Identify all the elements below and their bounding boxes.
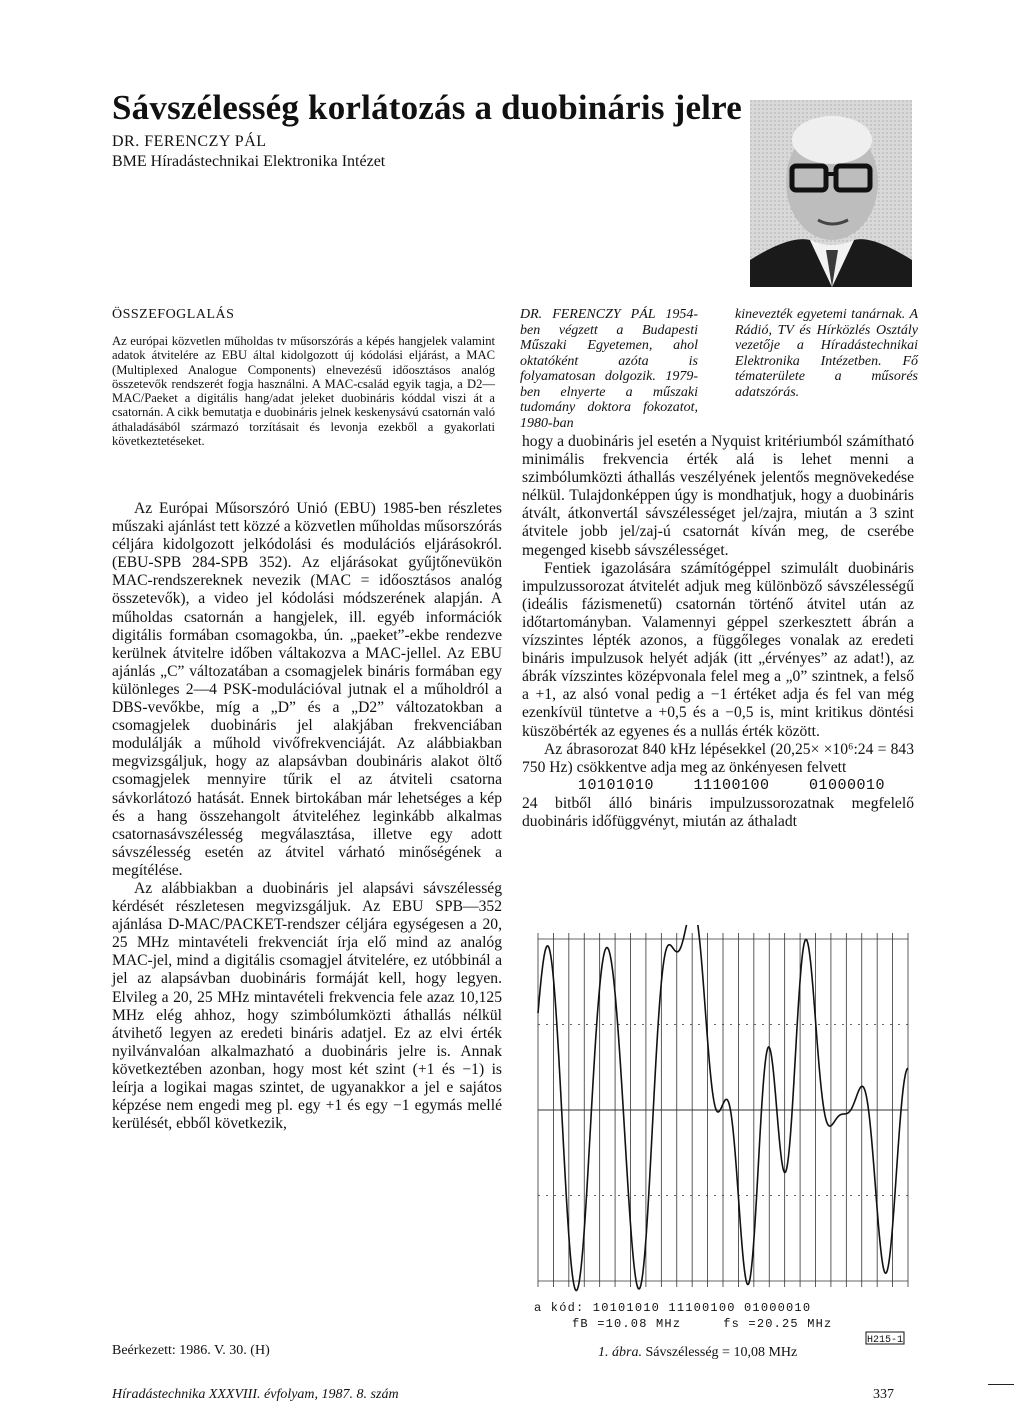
body-column-left <box>112 500 502 1133</box>
page-number: 337 <box>873 1387 894 1402</box>
journal-footer: Híradástechnika XXXVIII. évfolyam, 1987. 8. szám <box>112 1387 399 1402</box>
waveform-figure <box>520 925 920 1345</box>
margin-mark <box>988 1384 1014 1385</box>
abstract-heading: ÖSSZEFOGLALÁS <box>112 307 235 322</box>
figure-label-freq: fB =10.08 MHz fs =20.25 MHz <box>572 1317 833 1331</box>
body-paragraph: 24 bitből álló bináris impulzussorozatnak megfelelő duobináris időfüggvényt, miután az áthaladt <box>522 794 914 830</box>
author-bio-col1: DR. FERENCZY PÁL 1954-ben végzett a Budapesti Műszaki Egyetemen, ahol oktatóként azóta is folyamatosan dolgozik. 1979-ben elnyerte a műszaki tudomány doktora fokozatot, 1980-ban <box>520 307 698 431</box>
figure-label-code: a kód: 10101010 11100100 01000010 <box>534 1301 812 1315</box>
article-title: Sávszélesség korlátozás a duobináris jelre <box>112 88 742 127</box>
body-paragraph: Az Európai Műsorszóró Unió (EBU) 1985-ben részletes műszaki ajánlást tett közzé a közvetlen műholdas műsorszórás céljára kidolgozott jelkódolási és modulációs eljárásokról. (EBU-SPB 284-SPB 352). Az eljárásokat gyűjtőnevükön MAC-rendszereknek nevezik (MAC = időosztásos analóg összetevők), a video jel kódolási módszerének alapján. A műholdas csatornán a hangjelek, ill. egyéb információk digitális formában csomagokba, ún. „paeket”-ekbe rendezve kerülnek átvitelre időben váltakozva a MAC-jellel. Az EBU ajánlás „C” változatában a csomagjelek bináris formában egy különleges 2—4 PSK-modulációval jutnak el a műholdról a DBS-vevőkbe, míg a „D” és a „D2” változatokban a csomagjelek duobináris jel alakjában frekvenciában modulálják a műhold vivőfrekvenciáját. Az alábbiakban megvizsgáljuk, hogy az alapsávban doubináris alakot öltő csomagjelek mennyire tűrik el az átviteli csatorna sávkorlátozó hatását. Ennek birtokában már lehetséges a kép és a hang összehangolt átviteléhez leginkább alkalmas csatornasávszélesség megválasztása, illetve egy adott sávszélesség esetén az átvitel várható minőségének a megítélése. <box>112 500 502 879</box>
body-paragraph: Az alábbiakban a duobináris jel alapsávi sávszélesség kérdését részletesen megvizsgáljuk. Az EBU SPB—352 ajánlása D-MAC/PACKET-rendszer céljára egységesen a 20, 25 MHz mintavételi frekvenciát írja elő mind az analóg MAC-jel, mind a digitális csomagjel átvitelére, ez utóbbinál a jel az alapsávban duobináris formáját kell, hogy legyen. Elvileg a 20, 25 MHz mintavételi frekvencia fele azaz 10,125 MHz elég ahhoz, hogy szimbólumközti áthallás nélkül átvihető legyen az eredeti bináris adatjel. Ez az elvi érték nyilvánvalóan alkalmazható a duobináris jelre is. Annak következtében azonban, hogy most két szint (+1 és −1) is leírja a logikai magas szintet, de ugyanakkor a jel e sajátos képzése nem engedi meg pl. egy +1 és egy −1 egymás mellé kerülését, ebből következik, <box>112 879 502 1133</box>
received-date: Beérkezett: 1986. V. 30. (H) <box>112 1343 270 1358</box>
figure-number: 1. ábra. <box>598 1345 642 1360</box>
author-portrait-image <box>750 100 912 287</box>
body-paragraph: Fentiek igazolására számítógéppel szimulált duobináris impulzussorozat átvitelét adjuk meg különböző sávszélességű (ideális fázismenetű) csatornán történő átvitel után az időtartományban. Valamennyi géppel szerkesztett ábrán a vízszintes lépték azonos, a függőleges vonalak az eredeti bináris impulzusok helyét adják (itt „érvényes” az adat!), az ábrák vízszintes középvonala felel meg a „0” szintnek, a felső a +1, az alsó vonal pedig a −1 értéket adja és fel van még ezenkívül tüntetve a +0,5 és a −0,5 is, mint kritikus döntési küszöbérték az egyenes és a nullás érték között. <box>522 559 914 740</box>
figure-tag: H215-1 <box>866 1335 904 1345</box>
author-bio-col2: kinevezték egyetemi tanárnak. A Rádió, TV és Hírközlés Osztály vezetője a Híradástechnikai Elektronika Intézetben. Fő tématerülete a műsorés adatszórás. <box>735 307 918 400</box>
author-name: DR. FERENCZY PÁL <box>112 133 267 150</box>
figure-caption-text: Sávszélesség = 10,08 MHz <box>645 1345 798 1360</box>
body-paragraph: hogy a duobináris jel esetén a Nyquist kritériumból számítható minimális frekvencia érték alá is lehet menni a szimbólumközti áthallás veszélyének jelentős megnövekedése nélkül. Tulajdonképpen úgy is mondhatjuk, hogy a duobináris átvált, átkonvertál sávszélességet jel/zajra, miután a 3 szint átvitele jobb jel/zaj-ú csatornát kíván meg, de cserébe megenged kisebb sávszélességet. <box>522 433 914 559</box>
figure-grid <box>538 933 908 1287</box>
figure-caption <box>598 1345 797 1361</box>
body-column-right <box>522 433 914 831</box>
body-paragraph: Az ábrasorozat 840 kHz lépésekkel (20,25× ×10⁶:24 = 843 750 Hz) csökkentve adja meg az önkényesen felvett <box>522 740 914 776</box>
author-affiliation: BME Híradástechnikai Elektronika Intézet <box>112 153 386 170</box>
abstract-text: Az európai közvetlen műholdas tv műsorszórás a képés hangjelek valamint adatok átvitelére az EBU által kidolgozott új kódolási eljárást, a MAC (Multiplexed Analogue Components) elnevezésű időosztásos analóg összetevők rendszerét fogja használni. A MAC-család egyik tagja, a D2—MAC/Paeket a digitális hang/adat jeleket duobináris kóddal viszi át a csatornán. A cikk bemutatja e duobináris jelnek keskenysávú csatornán való áthaladásából származó torzításait és levonja ezekből a gyakorlati következtetéseket. <box>112 334 495 449</box>
bit-sequence: 10101010 11100100 01000010 <box>578 776 886 794</box>
